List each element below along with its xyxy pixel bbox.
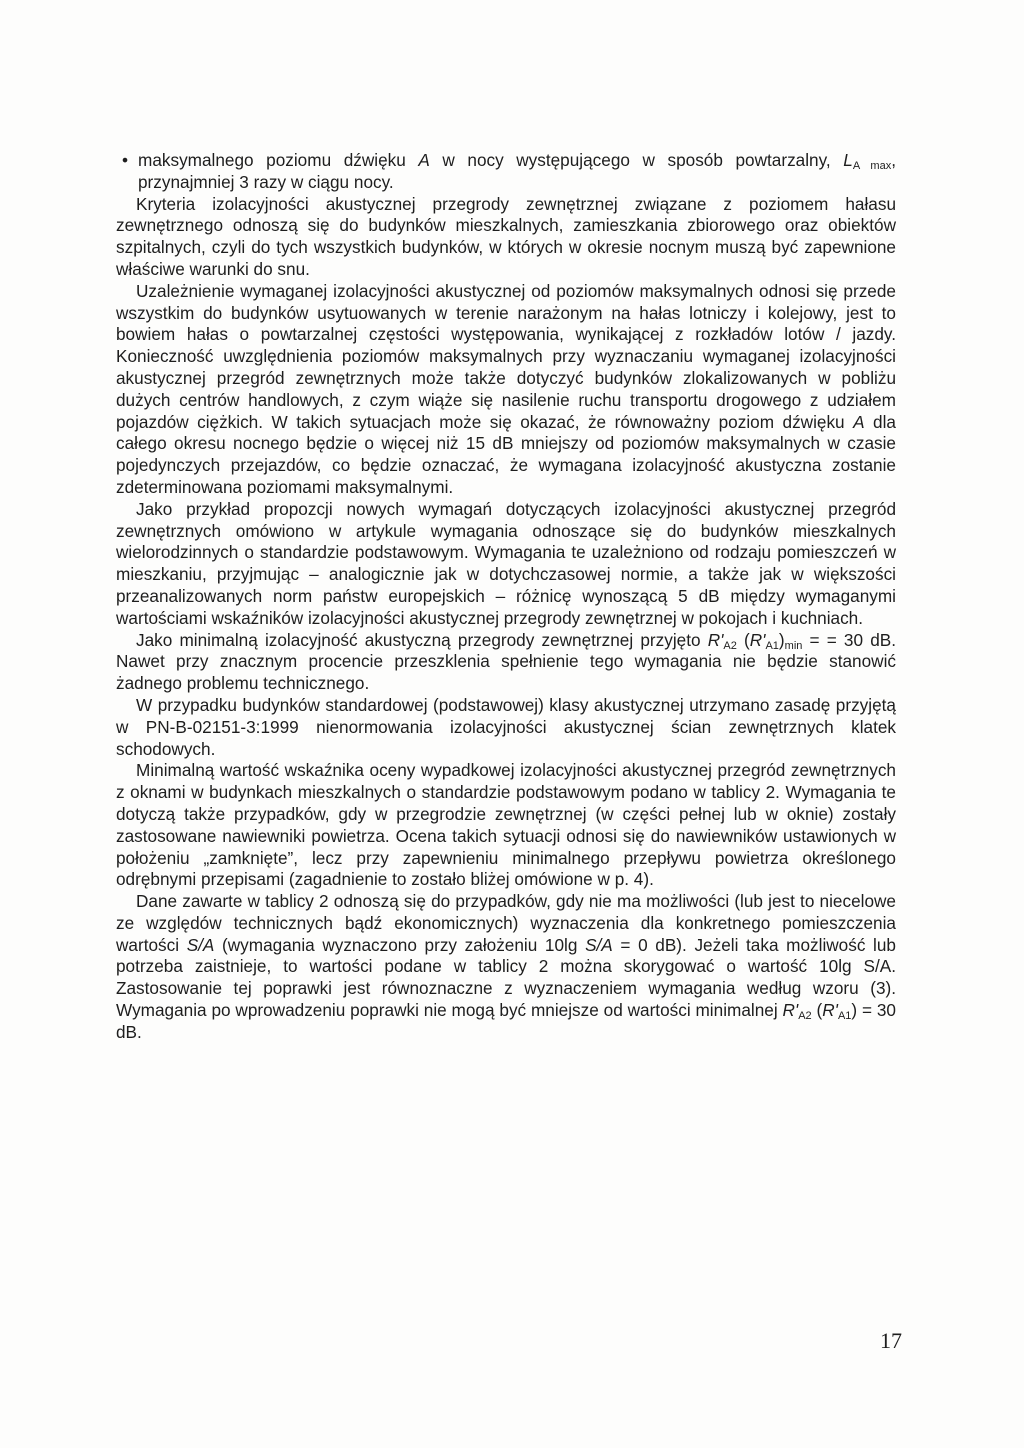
paragraph-text: ) [778,629,785,650]
symbol-s-a: S/A [585,934,613,955]
symbol-a: A [418,150,430,170]
bullet-marker: • [122,150,129,170]
paragraph-text: Dane zawarte w tablicy 2 odnoszą się do przypadków, gdy nie ma możliwości (lub jest to niecelowe ze względów technicznych bądź ekonomicznych) wyznaczenia dla konkretnego pomieszczenia wartości [116,891,896,955]
subscript: A1 [837,1010,852,1023]
paragraph-text: (wymagania wyznaczono przy założeniu 10lg [214,934,586,955]
paragraph-correction [116,891,896,1044]
bullet-text: w nocy występującego w sposób powtarzalny, [429,150,844,170]
paragraph-minimum-insulation [116,630,896,695]
subscript-a-max: A max [852,160,892,172]
symbol-l: L [843,150,853,170]
symbol-r: R' [707,629,724,650]
symbol-s-a: S/A [186,934,215,955]
paragraph-max-levels [116,281,896,499]
paragraph-text: ( [811,1000,823,1021]
bullet-text: maksymalnego poziomu dźwięku [138,150,419,170]
paragraph-text: Jako minimalną izolacyjność akustyczną przegrody zewnętrznej przyjęto [136,629,708,650]
symbol-r: R' [782,1000,799,1021]
page-number: 17 [880,1328,902,1353]
symbol-a: A [853,411,865,432]
paragraph-text: dla całego okresu nocnego będzie o więcej niż 15 dB mniejszy od poziomów maksymalnych w czasie pojedynczych przejazdów, co będzie oznaczać, że wymagana izolacyjność akustyczna zostanie zdeterminowana poziomami maksymalnymi. [116,411,896,497]
symbol-r: R' [749,629,766,650]
bullet-text: , przynajmniej 3 razy w ciągu nocy. [138,150,896,192]
subscript: A2 [798,1010,812,1023]
bullet-item [116,150,896,194]
body-text [116,150,896,1044]
paragraph-text: = = 30 dB. Nawet przy znacznym procencie przeszklenia spełnienie tego wymagania nie będzie stanowić żadnego problemu technicznego. [116,629,897,694]
paragraph-text: ) = 30 dB. [116,1000,896,1042]
paragraph-table-2: Minimalną wartość wskaźnika oceny wypadkowej izolacyjności akustycznej przegród zewnętrznych z oknami w budynkach mieszkalnych o standardzie podstawowym podano w tablicy 2. Wymagania te dotyczą także przypadków, gdy w przegrodzie zewnętrznej (w części pełnej lub w oknie) zostały zastosowane nawiewniki powietrza. Ocena takich sytuacji odnosi się do nawiewników ustawionych w położeniu „zamknięte”, lecz przy zapewnieniu minimalnego przepływu powietrza określonego odrębnymi przepisami (zagadnienie to zostało bliżej omówione w p. 4). [116,760,896,890]
symbol-r: R' [822,1000,838,1021]
paragraph-text: Uzależnienie wymaganej izolacyjności akustycznej od poziomów maksymalnych odnosi się przede wszystkim do budynków usytuowanych w terenie narażonym na hałas lotniczy i kolejowy, jest to bowiem hałas o powtarzalnej częstości występowania, wynikającej z rozkładów lotów / jazdy. Konieczność uwzględnienia poziomów maksymalnych przy wyznaczaniu wymaganej izolacyjności akustycznej przegród zewnętrznych może także dotyczyć budynków zlokalizowanych w pobliżu dużych centrów handlowych, z czym wiąże się nasilenie ruchu transportu drogowego z udziałem pojazdów ciężkich. W takich sytuacjach może się okazać, że równoważny poziom dźwięku [116,280,896,432]
paragraph-criteria: Kryteria izolacyjności akustycznej przegrody zewnętrznej związane z poziomem hałasu zewnętrznego odnoszą się do budynków mieszkalnych, zamieszkania zbiorowego oraz obiektów szpitalnych, czyli do tych wszystkich budynków, w których w okresie nocnym muszą być zapewnione właściwe warunki do snu. [116,193,896,279]
subscript: min [784,639,803,652]
paragraph-example: Jako przykład propozcji nowych wymagań dotyczących izolacyjności akustycznej przegród zewnętrznych omówiono w artykule wymagania odnoszące się do budynków mieszkalnych wielorodzinnych o standardzie podstawowym. Wymagania te uzależniono od rodzaju pomieszczeń w mieszkaniu, przyjmując – analogicznie jak w dotychczasowej normie, a także jak w większości przeanalizowanych norm państw europejskich – różnicę wynoszącą 5 dB między wymaganymi wartościami wskaźników izolacyjności akustycznej przegrody zewnętrznej w pokojach i kuchniach. [116,498,896,628]
paragraph-text: = 0 dB). Jeżeli taka możliwość lub potrzeba zaistnieje, to wartości podane w tablicy 2 można skorygować o wartość 10lg S/A. Zastosowanie tej poprawki jest równoznaczne z wyznaczeniem wymagania według wzoru (3). Wymagania po wprowadzeniu poprawki nie mogą być mniejsze od wartości minimalnej [116,934,896,1021]
paragraph-text: ( [736,629,750,650]
subscript: A1 [765,639,779,652]
paragraph-stairwells: W przypadku budynków standardowej (podstawowej) klasy akustycznej utrzymano zasadę przyjętą w PN-B-02151-3:1999 nienormowania izolacyjności akustycznej ścian zewnętrznych klatek schodowych. [116,694,896,759]
subscript: A2 [723,639,737,652]
